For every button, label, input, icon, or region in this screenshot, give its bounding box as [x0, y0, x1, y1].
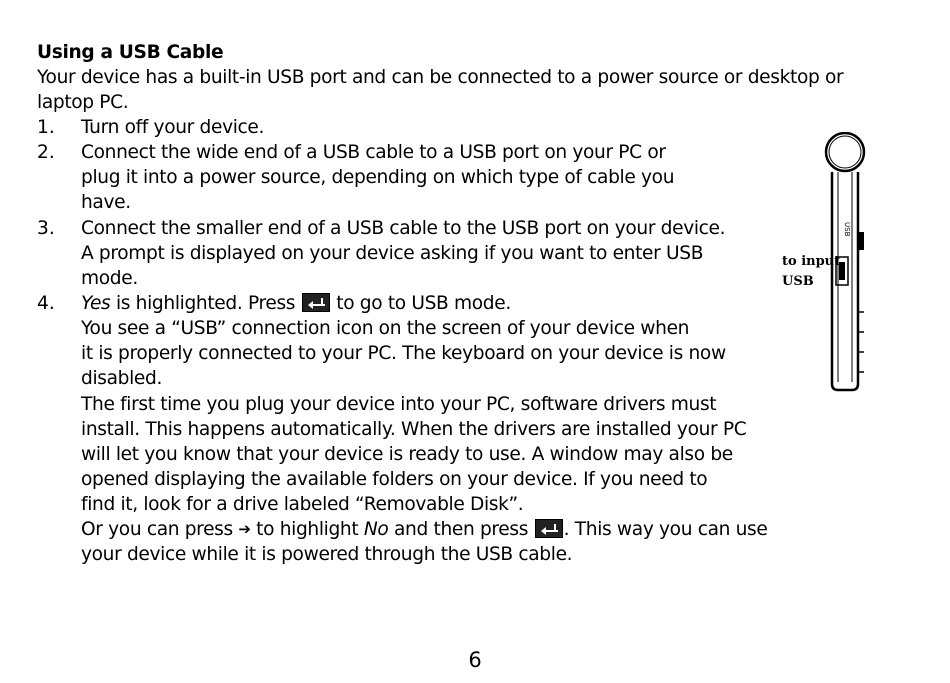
step-number-2: 2. [37, 142, 55, 163]
step-4-line-1 [81, 291, 511, 316]
or-text-b: to highlight [250, 519, 364, 540]
step-4-line-4: disabled. [81, 368, 163, 389]
step-4-line-5: The first time you plug your device into your PC, software drivers must [81, 394, 717, 415]
intro-line-1: Your device has a built-in USB port and can be connected to a power source or desktop or [37, 67, 844, 88]
page-number: 6 [468, 648, 482, 672]
or-text-d: . This way you can use [563, 519, 768, 540]
enter-key-icon [302, 293, 330, 312]
step-4-line-9: find it, look for a drive labeled “Removable Disk”. [81, 494, 524, 515]
step-2-line-3: have. [81, 192, 131, 213]
section-heading: Using a USB Cable [37, 42, 224, 63]
step-number-1: 1. [37, 117, 55, 138]
step-4-line-2: You see a “USB” connection icon on the screen of your device when [81, 318, 690, 339]
step-2-line-2: plug it into a power source, depending on which type of cable you [81, 167, 675, 188]
step-3-line-2: A prompt is displayed on your device asking if you want to enter USB [81, 243, 704, 264]
step-4-line-3: it is properly connected to your PC. The keyboard on your device is now [81, 343, 726, 364]
figure-label-line-1: to input [782, 254, 841, 269]
step-4-line-10 [81, 517, 767, 542]
or-text-a: Or you can press [81, 519, 239, 540]
yes-option-text: Yes [81, 293, 111, 314]
step-4-line-11: your device while it is powered through the USB cable. [81, 544, 573, 565]
or-text-c: and then press [388, 519, 534, 540]
intro-line-2: laptop PC. [37, 92, 129, 113]
step-4-text-a: is highlighted. Press [110, 293, 301, 314]
step-number-4: 4. [37, 293, 55, 314]
step-3-line-1: Connect the smaller end of a USB cable to the USB port on your device. [81, 218, 726, 239]
figure-label-line-2: USB [782, 274, 814, 289]
step-2-line-1: Connect the wide end of a USB cable to a USB port on your PC or [81, 142, 666, 163]
step-4-text-b: to go to USB mode. [330, 293, 511, 314]
step-4-line-6: install. This happens automatically. When the drivers are installed your PC [81, 419, 747, 440]
svg-text:USB: USB [843, 222, 851, 237]
step-1-line-1: Turn off your device. [81, 117, 265, 138]
enter-key-icon [535, 519, 563, 538]
step-4-line-8: opened displaying the available folders on your device. If you need to [81, 469, 708, 490]
device-illustration [780, 132, 900, 401]
step-number-3: 3. [37, 218, 55, 239]
step-3-line-3: mode. [81, 268, 138, 289]
step-4-line-7: will let you know that your device is ready to use. A window may also be [81, 444, 733, 465]
right-arrow-icon: ➔ [238, 520, 251, 538]
no-option-text: No [363, 519, 389, 540]
